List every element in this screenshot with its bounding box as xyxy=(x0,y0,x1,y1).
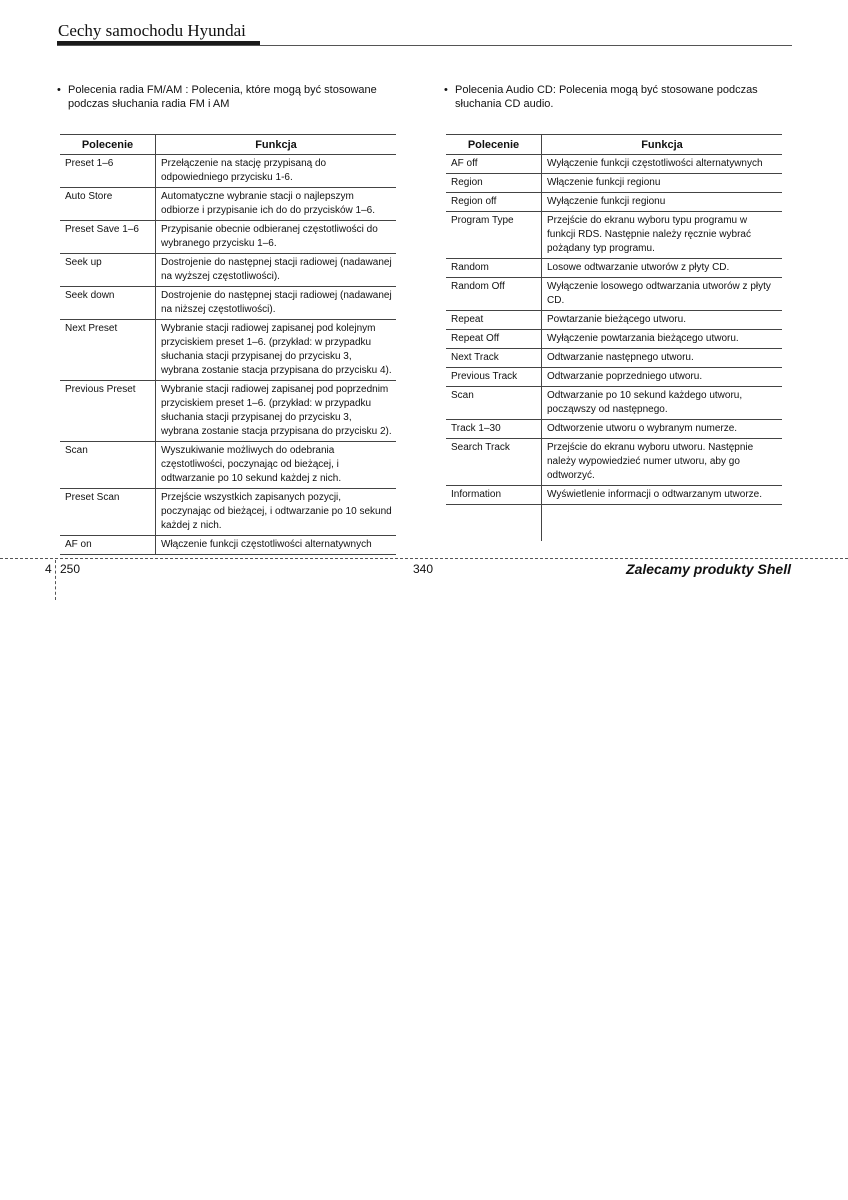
table-row xyxy=(446,155,782,174)
intro-text: Polecenia radia FM/AM : Polecenia, które mogą być stosowane podczas słuchania radia FM i AM xyxy=(68,84,377,110)
column-header-command: Polecenie xyxy=(446,135,542,155)
footer-section-number: 4 xyxy=(45,562,52,576)
table-row xyxy=(446,278,782,311)
table-row xyxy=(446,174,782,193)
function-cell: Dostrojenie do następnej stacji radiowej (nadawanej na niższej częstotliwości). xyxy=(156,287,397,320)
table-row xyxy=(446,311,782,330)
table-header-row xyxy=(446,135,782,155)
table-row xyxy=(446,259,782,278)
function-cell: Włączenie funkcji regionu xyxy=(542,174,783,193)
table-row xyxy=(60,254,396,287)
command-cell: Scan xyxy=(446,387,542,420)
column-header-command: Polecenie xyxy=(60,135,156,155)
function-cell: Odtwarzanie następnego utworu. xyxy=(542,349,783,368)
table-row xyxy=(60,188,396,221)
intro-text: Polecenia Audio CD: Polecenia mogą być stosowane podczas słuchania CD audio. xyxy=(455,84,758,110)
command-cell: Preset Save 1–6 xyxy=(60,221,156,254)
function-cell: Przejście do ekranu wyboru typu programu w funkcji RDS. Następnie należy ręcznie wybrać pożądany typ programu. xyxy=(542,212,783,259)
table-row xyxy=(446,486,782,505)
function-cell: Powtarzanie bieżącego utworu. xyxy=(542,311,783,330)
command-cell: Previous Track xyxy=(446,368,542,387)
function-cell: Wybranie stacji radiowej zapisanej pod poprzednim przyciskiem preset 1–6. (przykład: w przypadku słuchania stacji przypisanej do przycisku 3, wybrana zostanie stacja przypisana do przycisku 2). xyxy=(156,381,397,442)
function-cell: Automatyczne wybranie stacji o najlepszym odbiorze i przypisanie ich do do przycisków 1–6. xyxy=(156,188,397,221)
function-cell xyxy=(542,505,783,542)
command-cell: Previous Preset xyxy=(60,381,156,442)
intro-fm-am xyxy=(57,83,412,111)
table-row-empty xyxy=(446,505,782,542)
table-row xyxy=(60,320,396,381)
command-cell: Region xyxy=(446,174,542,193)
function-cell: Wyszukiwanie możliwych do odebrania częstotliwości, poczynając od bieżącej, i odtwarzanie po 10 sekund każdej z nich. xyxy=(156,442,397,489)
command-cell: Preset 1–6 xyxy=(60,155,156,188)
command-cell: Region off xyxy=(446,193,542,212)
fm-am-commands-table xyxy=(60,134,396,555)
function-cell: Odtwarzanie po 10 sekund każdego utworu, począwszy od następnego. xyxy=(542,387,783,420)
function-cell: Wyłączenie funkcji regionu xyxy=(542,193,783,212)
function-cell: Przejście do ekranu wyboru utworu. Następnie należy wypowiedzieć numer utworu, aby go odtworzyć. xyxy=(542,439,783,486)
command-cell: Preset Scan xyxy=(60,489,156,536)
table-row xyxy=(446,193,782,212)
footer-dashed-rule xyxy=(0,558,848,559)
table-header-row xyxy=(60,135,396,155)
function-cell: Przejście wszystkich zapisanych pozycji, poczynając od bieżącej, i odtwarzanie po 10 sekund każdej z nich. xyxy=(156,489,397,536)
command-cell: Next Track xyxy=(446,349,542,368)
function-cell: Odtworzenie utworu o wybranym numerze. xyxy=(542,420,783,439)
function-cell: Wybranie stacji radiowej zapisanej pod kolejnym przyciskiem preset 1–6. (przykład: w przypadku słuchania stacji przypisanej do przycisku 3, wybrana zostanie stacja przypisana do przycisku 4). xyxy=(156,320,397,381)
function-cell: Przełączenie na stację przypisaną do odpowiedniego przycisku 1-6. xyxy=(156,155,397,188)
function-cell: Wyświetlenie informacji o odtwarzanym utworze. xyxy=(542,486,783,505)
column-header-function: Funkcja xyxy=(156,135,397,155)
table-row xyxy=(446,368,782,387)
command-cell: Random xyxy=(446,259,542,278)
function-cell: Wyłączenie losowego odtwarzania utworów z płyty CD. xyxy=(542,278,783,311)
footer-dashed-marker xyxy=(55,560,56,600)
table-row xyxy=(446,330,782,349)
command-cell: AF on xyxy=(60,536,156,555)
table-row xyxy=(60,489,396,536)
table-row xyxy=(446,387,782,420)
command-cell: Random Off xyxy=(446,278,542,311)
function-cell: Dostrojenie do następnej stacji radiowej (nadawanej na wyższej częstotliwości). xyxy=(156,254,397,287)
command-cell: AF off xyxy=(446,155,542,174)
table-row xyxy=(60,536,396,555)
bullet-icon: • xyxy=(444,84,448,96)
table-row xyxy=(446,212,782,259)
table-row xyxy=(446,349,782,368)
table-row xyxy=(60,221,396,254)
function-cell: Wyłączenie powtarzania bieżącego utworu. xyxy=(542,330,783,349)
table-row xyxy=(446,439,782,486)
command-cell: Auto Store xyxy=(60,188,156,221)
header-rule xyxy=(57,45,792,46)
table-row xyxy=(60,442,396,489)
intro-audio-cd xyxy=(444,83,799,111)
bullet-icon: • xyxy=(57,84,61,96)
command-cell: Seek down xyxy=(60,287,156,320)
audio-cd-commands-table xyxy=(446,134,782,541)
command-cell: Program Type xyxy=(446,212,542,259)
command-cell: Repeat xyxy=(446,311,542,330)
command-cell: Search Track xyxy=(446,439,542,486)
function-cell: Odtwarzanie poprzedniego utworu. xyxy=(542,368,783,387)
command-cell: Next Preset xyxy=(60,320,156,381)
table-row xyxy=(446,420,782,439)
function-cell: Włączenie funkcji częstotliwości alternatywnych xyxy=(156,536,397,555)
command-cell: Seek up xyxy=(60,254,156,287)
footer-page-number: 250 xyxy=(60,562,81,576)
command-cell: Repeat Off xyxy=(446,330,542,349)
function-cell: Przypisanie obecnie odbieranej częstotliwości do wybranego przycisku 1–6. xyxy=(156,221,397,254)
command-cell xyxy=(446,505,542,542)
table-row xyxy=(60,381,396,442)
command-cell: Scan xyxy=(60,442,156,489)
table-row xyxy=(60,287,396,320)
table-row xyxy=(60,155,396,188)
column-header-function: Funkcja xyxy=(542,135,783,155)
function-cell: Losowe odtwarzanie utworów z płyty CD. xyxy=(542,259,783,278)
footer-sheet-number: 340 xyxy=(413,562,434,576)
command-cell: Track 1–30 xyxy=(446,420,542,439)
page-header-title: Cechy samochodu Hyundai xyxy=(58,21,246,40)
command-cell: Information xyxy=(446,486,542,505)
function-cell: Wyłączenie funkcji częstotliwości alternatywnych xyxy=(542,155,783,174)
footer-promo-text: Zalecamy produkty Shell xyxy=(626,561,791,577)
